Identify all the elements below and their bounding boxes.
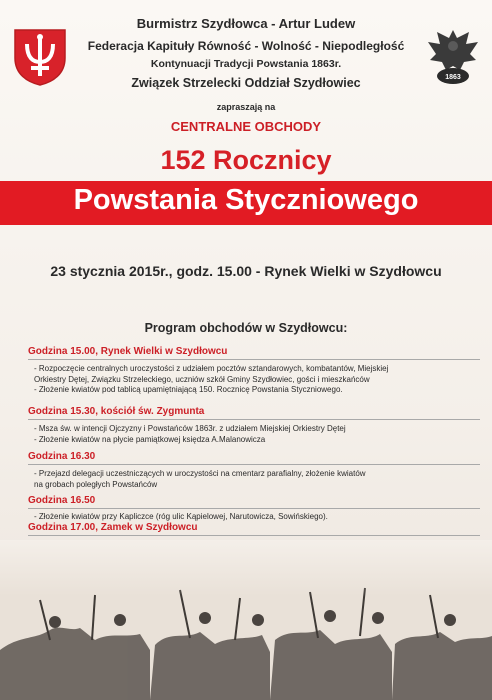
program-item: na grobach poległych Powstańców (34, 479, 158, 489)
invite-text: zapraszają na (216, 102, 276, 112)
section-heading: Godzina 15.00, Rynek Wielki w Szydłowcu (28, 346, 228, 357)
section-heading: Godzina 17.00, Zamek w Szydłowcu (28, 522, 198, 533)
organizer-mayor: Burmistrz Szydłowca - Artur Ludew (136, 16, 356, 31)
program-item: - Złożenie kwiatów przy Kapliczce (róg ulic Kąpielowej, Narutowicza, Sowińskiego). (34, 512, 328, 521)
eagle-emblem-icon (424, 24, 482, 88)
event-subtitle: CENTRALNE OBCHODY (170, 119, 322, 134)
city-crest-icon (13, 28, 67, 86)
program-section-1 (28, 345, 480, 396)
program-item: - Rozpoczęcie centralnych uroczystości z udziałem pocztów sztandarowych, kombatantów, Miejskiej (34, 364, 389, 373)
program-item: - Złożenie kwiatów pod tablicą upamiętniającą 150. Rocznicę Powstania Styczniowego. (34, 385, 343, 394)
organizer-federation-sub: Kontynuacji Tradycji Powstania 1863r. (150, 58, 342, 70)
program-title: Program obchodów w Szydłowcu: (144, 321, 348, 335)
program-item: - Msza św. w intencji Ojczyzny i Powstańców 1863r. z udziałem Miejskiej Orkiestry Dętej (34, 424, 346, 433)
section-heading: Godzina 16.30 (28, 451, 96, 462)
program-item: - Przejazd delegacji uczestniczących w uroczystości na cmentarz parafialny, złożenie kwiatów (34, 469, 366, 478)
event-date: 23 stycznia 2015r., godz. 15.00 - Rynek Wielki w Szydłowcu (50, 263, 442, 279)
section-heading: Godzina 16.50 (28, 495, 96, 506)
emblem-year: 1863 (445, 74, 461, 81)
program-item: - Złożenie kwiatów na płycie pamiątkowej księdza A.Malanowicza (34, 434, 266, 444)
section-heading: Godzina 15.30, kościół św. Zygmunta (28, 406, 205, 417)
program-section-3 (28, 450, 480, 490)
organizer-federation: Federacja Kapituły Równość - Wolność - Niepodległość (87, 39, 405, 53)
section-divider (28, 419, 480, 420)
section-divider (28, 508, 480, 509)
section-divider (28, 535, 480, 536)
section-divider (28, 359, 480, 360)
organizer-union: Związek Strzelecki Oddział Szydłowiec (131, 76, 361, 90)
program-section-4 (28, 494, 480, 523)
program-item: Orkiestry Dętej, Związku Strzeleckiego, uczniów szkół Gminy Szydłowiec, gości i mieszkańców (34, 374, 370, 384)
program-section-2 (28, 405, 480, 445)
insurgents-illustration (0, 540, 492, 700)
section-divider (28, 464, 480, 465)
title-line-1: 152 Rocznicy (160, 145, 332, 175)
title-line-2: Powstania Styczniowego (73, 184, 419, 216)
